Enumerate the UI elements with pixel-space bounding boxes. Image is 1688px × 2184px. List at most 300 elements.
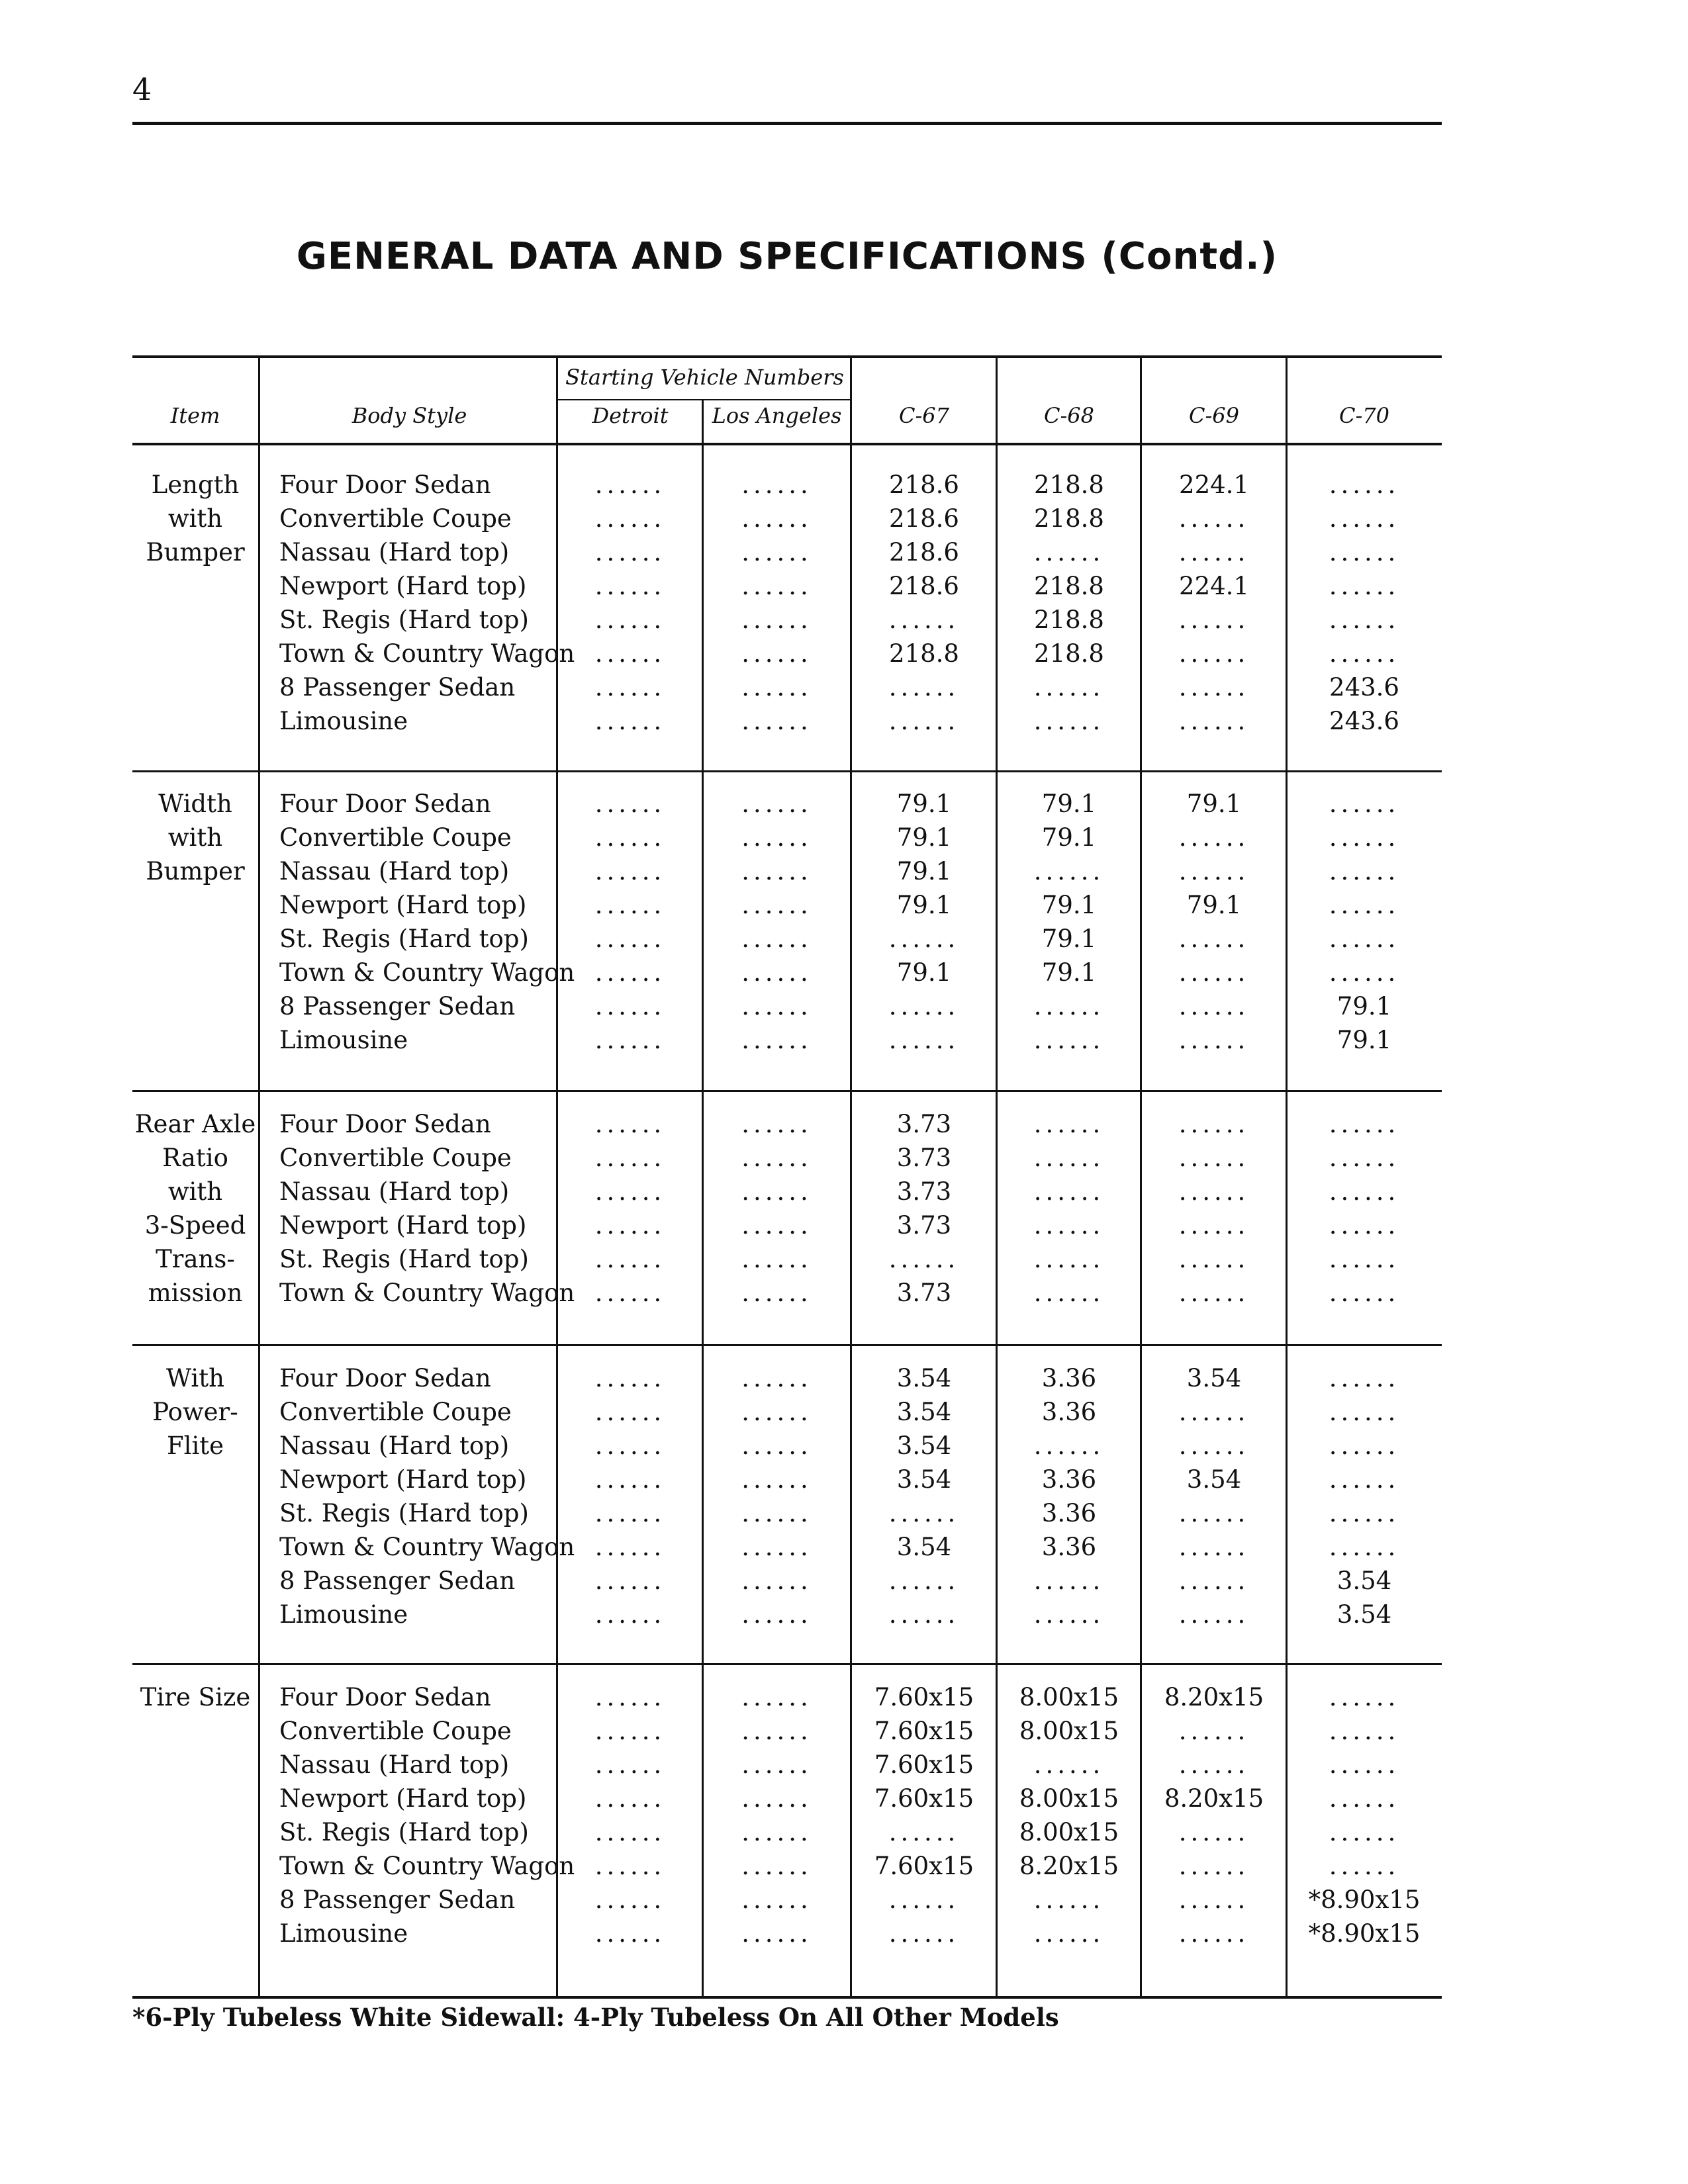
value-cell-detroit: ...... [594, 606, 666, 634]
table-row [132, 1782, 1442, 1815]
body-style-cell: Convertible Coupe [279, 1717, 512, 1745]
body-style-cell: Four Door Sedan [279, 1683, 491, 1711]
table-row [132, 1598, 1442, 1631]
value-cell-c67: 7.60x15 [874, 1784, 974, 1813]
value-cell-c70: ...... [1329, 1499, 1400, 1527]
value-cell-c69: ...... [1178, 823, 1250, 852]
value-cell-la: ...... [741, 1211, 812, 1240]
table-top-rule [132, 355, 1442, 358]
table-row [132, 1680, 1442, 1714]
value-cell-c68: 218.8 [1034, 572, 1104, 600]
value-cell-c67: ...... [888, 1818, 960, 1846]
body-style-cell: Nassau (Hard top) [279, 538, 510, 567]
value-cell-c69: ...... [1178, 1886, 1250, 1914]
body-style-cell: Limousine [279, 707, 408, 735]
value-cell-c67: ...... [888, 1499, 960, 1527]
table-row [132, 1496, 1442, 1530]
table-row [132, 1530, 1442, 1564]
value-cell-c69: ...... [1178, 707, 1250, 735]
value-cell-c68: 8.00x15 [1019, 1717, 1119, 1745]
value-cell-detroit: ...... [594, 1818, 666, 1846]
value-cell-detroit: ...... [594, 1751, 666, 1779]
value-cell-detroit: ...... [594, 1600, 666, 1629]
value-cell-c68: 3.36 [1041, 1533, 1097, 1561]
item-label-line: 3-Speed [144, 1211, 246, 1240]
value-cell-detroit: ...... [594, 925, 666, 953]
body-style-cell: Limousine [279, 1026, 408, 1054]
value-cell-detroit: ...... [594, 857, 666, 886]
value-cell-detroit: ...... [594, 538, 666, 567]
value-cell-c69: 79.1 [1186, 790, 1242, 818]
value-cell-c70: ...... [1329, 504, 1400, 533]
value-cell-c70: ...... [1329, 925, 1400, 953]
value-cell-c69: 79.1 [1186, 891, 1242, 919]
table-row [132, 1395, 1442, 1429]
value-cell-c67: 3.73 [896, 1279, 952, 1307]
value-cell-c67: 79.1 [896, 891, 952, 919]
value-cell-c70: ...... [1329, 606, 1400, 634]
value-cell-detroit: ...... [594, 1533, 666, 1561]
value-cell-c70: ...... [1329, 857, 1400, 886]
body-style-cell: Newport (Hard top) [279, 891, 527, 919]
value-cell-c67: ...... [888, 1026, 960, 1054]
body-style-cell: Nassau (Hard top) [279, 1751, 510, 1779]
value-cell-c69: ...... [1178, 1144, 1250, 1172]
value-cell-c68: ...... [1033, 707, 1105, 735]
value-cell-c69: ...... [1178, 1751, 1250, 1779]
value-cell-c70: ...... [1329, 1465, 1400, 1494]
body-style-cell: Nassau (Hard top) [279, 1177, 510, 1206]
value-cell-la: ...... [741, 1364, 812, 1392]
value-cell-c69: 224.1 [1179, 471, 1249, 499]
table-row [132, 1463, 1442, 1496]
value-cell-c70: 3.54 [1336, 1567, 1392, 1595]
value-cell-detroit: ...... [594, 471, 666, 499]
item-label-line: Power- [152, 1398, 238, 1426]
value-cell-c67: 3.54 [896, 1533, 952, 1561]
body-style-cell: Limousine [279, 1600, 408, 1629]
value-cell-c68: ...... [1033, 1245, 1105, 1273]
value-cell-c67: ...... [888, 925, 960, 953]
value-cell-detroit: ...... [594, 790, 666, 818]
value-cell-c67: ...... [888, 1919, 960, 1948]
body-style-cell: Town & Country Wagon [279, 639, 575, 668]
value-cell-c68: ...... [1033, 1211, 1105, 1240]
value-cell-c70: ...... [1329, 823, 1400, 852]
value-cell-la: ...... [741, 1784, 812, 1813]
value-cell-c69: ...... [1178, 1177, 1250, 1206]
value-cell-c67: 7.60x15 [874, 1717, 974, 1745]
item-label-line: Flite [166, 1432, 224, 1460]
value-cell-c70: ...... [1329, 639, 1400, 668]
table-row [132, 502, 1442, 535]
value-cell-c70: ...... [1329, 1211, 1400, 1240]
value-cell-c69: ...... [1178, 639, 1250, 668]
value-cell-c67: ...... [888, 606, 960, 634]
value-cell-c67: 3.54 [896, 1398, 952, 1426]
table-row [132, 1276, 1442, 1310]
value-cell-c67: 3.54 [896, 1364, 952, 1392]
item-label-line: With [166, 1364, 224, 1392]
header-los-angeles: Los Angeles [712, 403, 842, 428]
section-divider-rule [132, 770, 1442, 772]
body-style-cell: Four Door Sedan [279, 790, 491, 818]
header-c70: C-70 [1338, 403, 1389, 428]
value-cell-c69: ...... [1178, 1398, 1250, 1426]
value-cell-c69: ...... [1178, 1600, 1250, 1629]
value-cell-c68: ...... [1033, 1919, 1105, 1948]
value-cell-detroit: ...... [594, 1026, 666, 1054]
section-divider-rule [132, 1344, 1442, 1346]
table-row [132, 888, 1442, 922]
table-row [132, 1361, 1442, 1395]
value-cell-c69: ...... [1178, 992, 1250, 1021]
item-label-line: Length [151, 471, 240, 499]
body-style-cell: Convertible Coupe [279, 504, 512, 533]
value-cell-detroit: ...... [594, 1465, 666, 1494]
value-cell-c69: ...... [1178, 1245, 1250, 1273]
table-row [132, 468, 1442, 502]
body-style-cell: 8 Passenger Sedan [279, 673, 516, 702]
specifications-table [132, 355, 1442, 1999]
value-cell-c69: ...... [1178, 1432, 1250, 1460]
value-cell-c67: 3.54 [896, 1432, 952, 1460]
body-style-cell: 8 Passenger Sedan [279, 1567, 516, 1595]
value-cell-c68: 79.1 [1041, 891, 1097, 919]
header-item: Item [170, 403, 220, 428]
value-cell-la: ...... [741, 1683, 812, 1711]
body-style-cell: Town & Country Wagon [279, 958, 575, 987]
item-label-line: Bumper [146, 857, 245, 886]
body-style-cell: Convertible Coupe [279, 1144, 512, 1172]
value-cell-la: ...... [741, 823, 812, 852]
value-cell-c70: ...... [1329, 1751, 1400, 1779]
value-cell-la: ...... [741, 1852, 812, 1880]
value-cell-c68: ...... [1033, 1279, 1105, 1307]
value-cell-detroit: ...... [594, 1567, 666, 1595]
value-cell-detroit: ...... [594, 673, 666, 702]
body-style-cell: Four Door Sedan [279, 471, 491, 499]
section-divider-rule [132, 1090, 1442, 1092]
item-label-line: with [167, 1177, 223, 1206]
value-cell-c69: ...... [1178, 538, 1250, 567]
value-cell-detroit: ...... [594, 1364, 666, 1392]
value-cell-c67: 218.6 [889, 538, 959, 567]
item-label-line: with [167, 823, 223, 852]
value-cell-c67: 7.60x15 [874, 1751, 974, 1779]
value-cell-c70: ...... [1329, 1533, 1400, 1561]
value-cell-c70: ...... [1329, 1110, 1400, 1138]
value-cell-c68: ...... [1033, 1600, 1105, 1629]
value-cell-c70: ...... [1329, 1279, 1400, 1307]
body-style-cell: 8 Passenger Sedan [279, 992, 516, 1021]
body-style-cell: St. Regis (Hard top) [279, 1499, 529, 1527]
header-body-style: Body Style [352, 403, 467, 428]
value-cell-c68: 79.1 [1041, 925, 1097, 953]
body-style-cell: St. Regis (Hard top) [279, 1245, 529, 1273]
value-cell-detroit: ...... [594, 639, 666, 668]
value-cell-c68: 8.00x15 [1019, 1784, 1119, 1813]
item-label-line: Width [158, 790, 232, 818]
table-row [132, 1917, 1442, 1950]
value-cell-c70: ...... [1329, 958, 1400, 987]
value-cell-c70: ...... [1329, 1717, 1400, 1745]
value-cell-la: ...... [741, 1177, 812, 1206]
value-cell-detroit: ...... [594, 1717, 666, 1745]
table-row [132, 1208, 1442, 1242]
value-cell-la: ...... [741, 1245, 812, 1273]
value-cell-c69: 224.1 [1179, 572, 1249, 600]
value-cell-la: ...... [741, 1465, 812, 1494]
header-c67: C-67 [898, 403, 949, 428]
value-cell-c67: 7.60x15 [874, 1683, 974, 1711]
table-row [132, 989, 1442, 1023]
page-number: 4 [132, 71, 152, 107]
table-row [132, 1748, 1442, 1782]
value-cell-c67: 218.6 [889, 572, 959, 600]
footnote: *6-Ply Tubeless White Sidewall: 4-Ply Tubeless On All Other Models [132, 2003, 1059, 2032]
value-cell-c67: ...... [888, 1886, 960, 1914]
item-label-line: Bumper [146, 538, 245, 567]
value-cell-c70: ...... [1329, 1784, 1400, 1813]
value-cell-c67: 218.8 [889, 639, 959, 668]
value-cell-c67: 3.54 [896, 1465, 952, 1494]
value-cell-detroit: ...... [594, 1245, 666, 1273]
value-cell-c67: ...... [888, 673, 960, 702]
header-starting-vehicle-numbers: Starting Vehicle Numbers [565, 365, 844, 390]
value-cell-detroit: ...... [594, 958, 666, 987]
item-label-line: Tire Size [140, 1683, 251, 1711]
value-cell-c69: ...... [1178, 1026, 1250, 1054]
value-cell-c69: ...... [1178, 1567, 1250, 1595]
value-cell-c69: ...... [1178, 1279, 1250, 1307]
value-cell-c67: ...... [888, 1245, 960, 1273]
table-row [132, 787, 1442, 821]
value-cell-c67: 79.1 [896, 857, 952, 886]
value-cell-la: ...... [741, 1026, 812, 1054]
value-cell-la: ...... [741, 857, 812, 886]
value-cell-detroit: ...... [594, 1398, 666, 1426]
value-cell-la: ...... [741, 1919, 812, 1948]
body-style-cell: St. Regis (Hard top) [279, 925, 529, 953]
value-cell-c70: ...... [1329, 1398, 1400, 1426]
value-cell-c68: 3.36 [1041, 1364, 1097, 1392]
value-cell-c67: ...... [888, 992, 960, 1021]
value-cell-detroit: ...... [594, 707, 666, 735]
value-cell-c68: ...... [1033, 673, 1105, 702]
value-cell-c68: 8.00x15 [1019, 1683, 1119, 1711]
body-style-cell: Newport (Hard top) [279, 572, 527, 600]
value-cell-la: ...... [741, 958, 812, 987]
value-cell-c70: ...... [1329, 1177, 1400, 1206]
value-cell-c68: 3.36 [1041, 1398, 1097, 1426]
value-cell-c70: 243.6 [1329, 673, 1399, 702]
value-cell-detroit: ...... [594, 823, 666, 852]
value-cell-la: ...... [741, 1818, 812, 1846]
item-label-line: Ratio [162, 1144, 228, 1172]
body-style-cell: Limousine [279, 1919, 408, 1948]
table-row [132, 1429, 1442, 1463]
value-cell-c70: ...... [1329, 538, 1400, 567]
value-cell-c70: ...... [1329, 1818, 1400, 1846]
header-detroit: Detroit [592, 403, 669, 428]
value-cell-detroit: ...... [594, 572, 666, 600]
value-cell-c67: ...... [888, 1600, 960, 1629]
value-cell-detroit: ...... [594, 1886, 666, 1914]
value-cell-la: ...... [741, 992, 812, 1021]
body-style-cell: Nassau (Hard top) [279, 1432, 510, 1460]
value-cell-c69: ...... [1178, 1717, 1250, 1745]
value-cell-la: ...... [741, 1567, 812, 1595]
value-cell-c70: ...... [1329, 1364, 1400, 1392]
value-cell-detroit: ...... [594, 1110, 666, 1138]
value-cell-la: ...... [741, 538, 812, 567]
value-cell-c68: ...... [1033, 1886, 1105, 1914]
item-label-line: Trans- [156, 1245, 235, 1273]
value-cell-detroit: ...... [594, 1784, 666, 1813]
value-cell-c70: 243.6 [1329, 707, 1399, 735]
value-cell-la: ...... [741, 1886, 812, 1914]
table-row [132, 1023, 1442, 1057]
body-style-cell: St. Regis (Hard top) [279, 606, 529, 634]
value-cell-c70: ...... [1329, 572, 1400, 600]
value-cell-c67: 7.60x15 [874, 1852, 974, 1880]
value-cell-detroit: ...... [594, 504, 666, 533]
value-cell-la: ...... [741, 1751, 812, 1779]
value-cell-c68: 8.20x15 [1019, 1852, 1119, 1880]
value-cell-la: ...... [741, 1144, 812, 1172]
value-cell-c70: ...... [1329, 891, 1400, 919]
body-style-cell: Convertible Coupe [279, 1398, 512, 1426]
value-cell-detroit: ...... [594, 1683, 666, 1711]
table-row [132, 535, 1442, 569]
page-title: GENERAL DATA AND SPECIFICATIONS (Contd.) [296, 235, 1278, 278]
value-cell-c69: ...... [1178, 958, 1250, 987]
body-style-cell: St. Regis (Hard top) [279, 1818, 529, 1846]
table-row [132, 854, 1442, 888]
body-style-cell: Newport (Hard top) [279, 1465, 527, 1494]
value-cell-c68: ...... [1033, 1110, 1105, 1138]
value-cell-detroit: ...... [594, 1177, 666, 1206]
value-cell-c69: ...... [1178, 925, 1250, 953]
value-cell-c68: ...... [1033, 992, 1105, 1021]
body-style-cell: Town & Country Wagon [279, 1279, 575, 1307]
value-cell-la: ...... [741, 504, 812, 533]
value-cell-c68: ...... [1033, 857, 1105, 886]
value-cell-detroit: ...... [594, 1852, 666, 1880]
value-cell-c67: 218.6 [889, 471, 959, 499]
value-cell-c68: ...... [1033, 1751, 1105, 1779]
value-cell-c70: 3.54 [1336, 1600, 1392, 1629]
item-label-line: mission [148, 1279, 243, 1307]
value-cell-la: ...... [741, 1499, 812, 1527]
value-cell-la: ...... [741, 1279, 812, 1307]
value-cell-c67: 3.73 [896, 1177, 952, 1206]
value-cell-c70: ...... [1329, 1144, 1400, 1172]
table-row [132, 1175, 1442, 1208]
section-divider-rule [132, 1996, 1442, 1999]
value-cell-c67: 79.1 [896, 790, 952, 818]
section-divider-rule [132, 1663, 1442, 1665]
value-cell-c67: ...... [888, 1567, 960, 1595]
value-cell-la: ...... [741, 1110, 812, 1138]
value-cell-la: ...... [741, 471, 812, 499]
top-rule [132, 122, 1442, 125]
table-row [132, 1849, 1442, 1883]
table-row [132, 1564, 1442, 1598]
value-cell-la: ...... [741, 639, 812, 668]
table-row [132, 1141, 1442, 1175]
table-row [132, 569, 1442, 603]
value-cell-detroit: ...... [594, 1279, 666, 1307]
value-cell-detroit: ...... [594, 1144, 666, 1172]
value-cell-detroit: ...... [594, 1211, 666, 1240]
table-row [132, 704, 1442, 738]
value-cell-c69: ...... [1178, 1533, 1250, 1561]
value-cell-c69: ...... [1178, 1110, 1250, 1138]
value-cell-c69: ...... [1178, 673, 1250, 702]
value-cell-c68: 79.1 [1041, 958, 1097, 987]
value-cell-c69: 3.54 [1186, 1364, 1242, 1392]
value-cell-c70: ...... [1329, 1432, 1400, 1460]
value-cell-la: ...... [741, 572, 812, 600]
value-cell-c67: ...... [888, 707, 960, 735]
value-cell-c68: 218.8 [1034, 504, 1104, 533]
body-style-cell: Nassau (Hard top) [279, 857, 510, 886]
value-cell-c69: ...... [1178, 504, 1250, 533]
value-cell-detroit: ...... [594, 1432, 666, 1460]
body-style-cell: Town & Country Wagon [279, 1852, 575, 1880]
table-row [132, 956, 1442, 989]
table-row [132, 1242, 1442, 1276]
table-row [132, 1107, 1442, 1141]
value-cell-c70: ...... [1329, 790, 1400, 818]
value-cell-c69: ...... [1178, 857, 1250, 886]
table-row [132, 1883, 1442, 1917]
value-cell-c68: 8.00x15 [1019, 1818, 1119, 1846]
body-style-cell: Four Door Sedan [279, 1110, 491, 1138]
header-c68: C-68 [1043, 403, 1094, 428]
value-cell-la: ...... [741, 891, 812, 919]
value-cell-c68: 218.8 [1034, 471, 1104, 499]
body-style-cell: 8 Passenger Sedan [279, 1886, 516, 1914]
value-cell-la: ...... [741, 1533, 812, 1561]
item-label-line: with [167, 504, 223, 533]
value-cell-c69: 8.20x15 [1164, 1683, 1264, 1711]
value-cell-c68: ...... [1033, 1177, 1105, 1206]
header-bottom-rule [132, 443, 1442, 445]
table-row [132, 637, 1442, 670]
value-cell-c68: 218.8 [1034, 639, 1104, 668]
value-cell-c68: 79.1 [1041, 823, 1097, 852]
value-cell-c69: ...... [1178, 1818, 1250, 1846]
value-cell-c68: ...... [1033, 1026, 1105, 1054]
body-style-cell: Four Door Sedan [279, 1364, 491, 1392]
body-style-cell: Town & Country Wagon [279, 1533, 575, 1561]
table-row [132, 603, 1442, 637]
value-cell-c67: 3.73 [896, 1110, 952, 1138]
value-cell-detroit: ...... [594, 992, 666, 1021]
table-row [132, 1815, 1442, 1849]
value-cell-c69: ...... [1178, 1211, 1250, 1240]
value-cell-detroit: ...... [594, 1499, 666, 1527]
value-cell-la: ...... [741, 925, 812, 953]
body-style-cell: Newport (Hard top) [279, 1784, 527, 1813]
value-cell-c67: 3.73 [896, 1144, 952, 1172]
value-cell-c70: ...... [1329, 471, 1400, 499]
table-row [132, 1714, 1442, 1748]
value-cell-c70: ...... [1329, 1683, 1400, 1711]
